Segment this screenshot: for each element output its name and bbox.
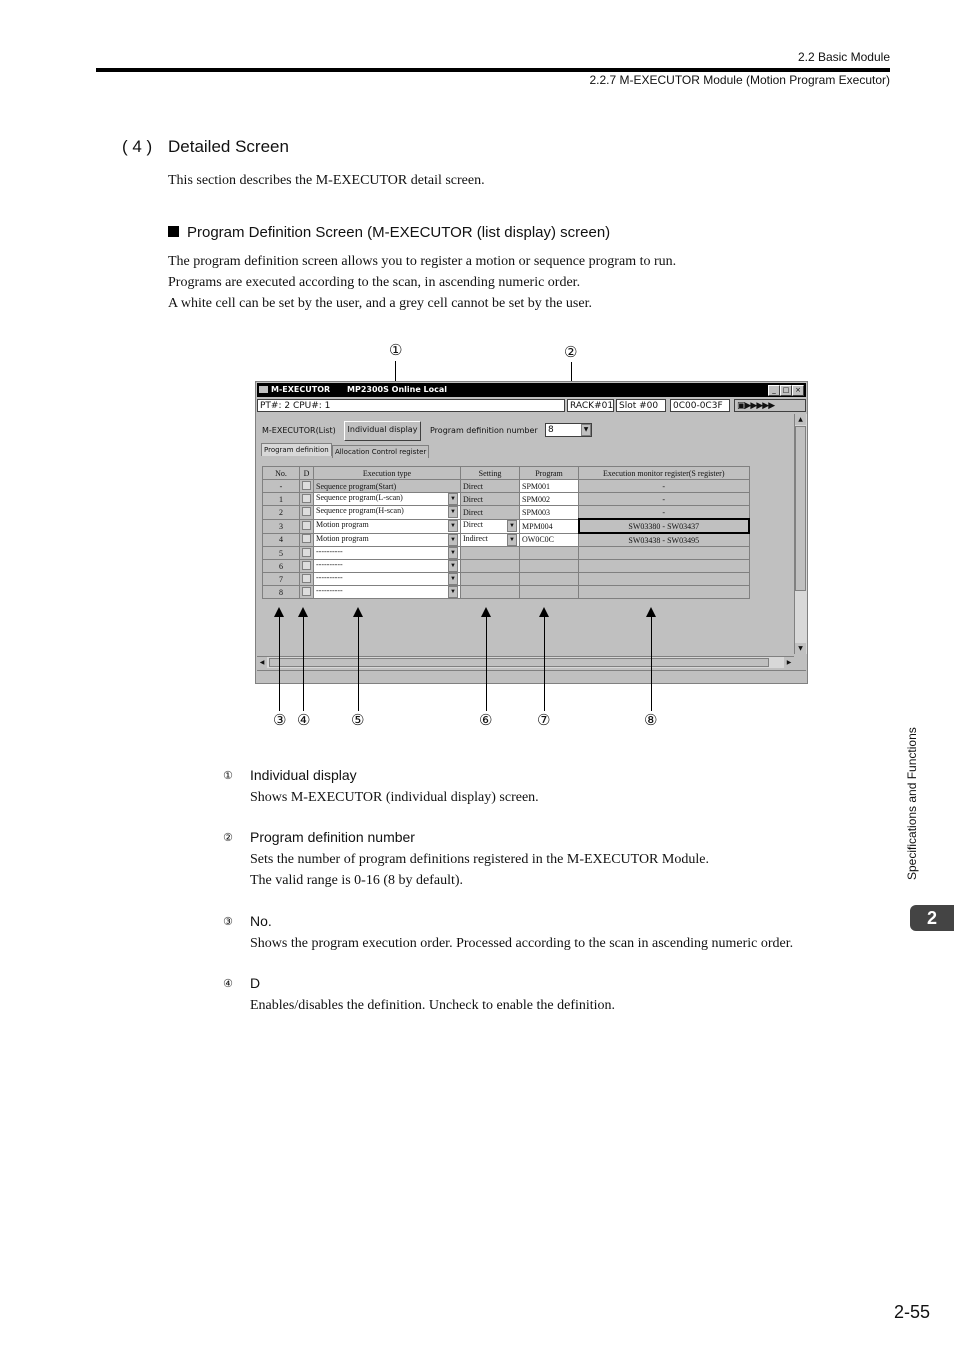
cell-monitor: SW03380 - SW03437	[579, 519, 750, 533]
cell-d	[300, 547, 314, 560]
pt-field: PT#: 2 CPU#: 1	[257, 399, 565, 412]
view-label: M-EXECUTOR(List)	[262, 426, 336, 435]
arrow-head-icon	[353, 607, 363, 617]
tab-allocation-control[interactable]: Allocation Control register	[332, 445, 429, 458]
cell-type[interactable]	[314, 506, 461, 520]
cell-d	[300, 560, 314, 573]
cell-type: Sequence program(Start)	[314, 480, 461, 493]
arrow-line	[544, 617, 545, 711]
scroll-down-icon[interactable]: ▼	[795, 643, 806, 654]
cell-type-text: Sequence program(H-scan)	[316, 506, 404, 516]
header-section: 2.2 Basic Module	[797, 50, 890, 64]
window-title: M-EXECUTOR	[271, 385, 331, 394]
arrow-head-icon	[539, 607, 549, 617]
cell-d	[300, 493, 314, 506]
cell-type[interactable]	[314, 493, 461, 506]
status-bar	[257, 670, 806, 683]
cell-monitor	[579, 560, 750, 573]
callout-6: ⑥	[479, 711, 493, 729]
rack-field: RACK#01	[567, 399, 614, 412]
chevron-down-icon[interactable]: ▼	[581, 424, 591, 436]
status-indicator	[734, 399, 806, 412]
cell-no: -	[263, 480, 300, 493]
description-line: A white cell can be set by the user, and a grey cell cannot be set by the user.	[168, 296, 592, 311]
arrow-head-icon	[646, 607, 656, 617]
item-body-line: Enables/disables the definition. Uncheck to enable the definition.	[250, 998, 616, 1013]
section-title-text: Detailed Screen	[168, 137, 289, 156]
cell-program	[520, 573, 579, 586]
chevron-down-icon[interactable]: ▼	[448, 493, 458, 505]
cell-program	[520, 547, 579, 560]
item-title: Individual display	[250, 767, 357, 783]
cell-type[interactable]	[314, 519, 461, 533]
arrow-line	[486, 617, 487, 711]
cell-d	[300, 573, 314, 586]
cell-monitor: -	[579, 480, 750, 493]
item-body	[250, 995, 615, 1016]
cell-program[interactable]: SPM003	[520, 506, 579, 520]
window-title-info: MP2300S Online Local	[347, 385, 447, 394]
minimize-icon[interactable]: _	[768, 385, 780, 396]
status-icon: ▣▶▶▶▶▶	[737, 401, 775, 411]
scroll-thumb-h[interactable]	[269, 658, 769, 667]
cell-setting	[461, 547, 520, 560]
item-body-line: Shows M-EXECUTOR (individual display) screen.	[250, 790, 539, 805]
item-title: No.	[250, 913, 272, 929]
description	[168, 251, 676, 314]
cell-program	[520, 586, 579, 599]
cell-d	[300, 506, 314, 520]
cell-type[interactable]	[314, 533, 461, 547]
arrow-head-icon	[481, 607, 491, 617]
cell-program[interactable]: MPM004	[520, 519, 579, 533]
individual-display-button[interactable]: Individual display	[344, 421, 421, 441]
vertical-scrollbar[interactable]	[794, 414, 807, 654]
scroll-thumb[interactable]	[795, 426, 806, 591]
cell-no: 8	[263, 586, 300, 599]
progdef-value: 8	[548, 425, 554, 435]
square-bullet-icon	[168, 226, 179, 237]
chevron-down-icon[interactable]: ▼	[448, 547, 458, 559]
arrow-line	[279, 617, 280, 711]
cell-no: 6	[263, 560, 300, 573]
table-row	[263, 533, 750, 547]
cell-type-text: Motion program	[316, 533, 369, 543]
cell-setting[interactable]	[461, 533, 520, 547]
item-body-line: Shows the program execution order. Processed according to the scan in ascending numeric order.	[250, 936, 794, 951]
chevron-down-icon[interactable]: ▼	[448, 506, 458, 518]
col-setting: Setting	[461, 467, 520, 480]
item-body	[250, 933, 793, 954]
col-program: Program	[520, 467, 579, 480]
intro-text: This section describes the M-EXECUTOR detail screen.	[168, 173, 485, 188]
item-body	[250, 787, 539, 808]
cell-type-text: ----------	[316, 547, 343, 556]
chevron-down-icon[interactable]: ▼	[448, 560, 458, 572]
side-chapter-label: Specifications and Functions	[905, 727, 919, 880]
item-body	[250, 849, 709, 891]
cell-program[interactable]: SPM001	[520, 480, 579, 493]
item-number: ④	[223, 977, 233, 990]
scroll-right-icon[interactable]: ▶	[784, 657, 794, 668]
range-field: 0C00-0C3F	[670, 399, 730, 412]
arrow-line	[303, 617, 304, 711]
table-row	[263, 586, 750, 599]
chevron-down-icon[interactable]: ▼	[448, 520, 458, 532]
cell-d	[300, 586, 314, 599]
cell-setting: Direct	[461, 506, 520, 520]
callout-1: ①	[389, 341, 403, 359]
section-title	[122, 137, 289, 157]
slot-field: Slot #00	[616, 399, 666, 412]
cell-setting-text: Indirect	[463, 533, 488, 543]
item-number: ②	[223, 831, 233, 844]
cell-monitor: -	[579, 506, 750, 520]
table-row	[263, 506, 750, 520]
cell-type[interactable]	[314, 547, 461, 560]
header-rule	[96, 68, 890, 72]
tab-program-definition[interactable]: Program definition	[261, 443, 332, 456]
arrow-line	[358, 617, 359, 711]
cell-program	[520, 560, 579, 573]
checkbox[interactable]	[302, 534, 311, 543]
checkbox[interactable]	[302, 521, 311, 530]
checkbox[interactable]	[302, 548, 311, 557]
callout-5: ⑤	[351, 711, 365, 729]
cell-no: 3	[263, 519, 300, 533]
cell-monitor	[579, 586, 750, 599]
checkbox[interactable]	[302, 481, 311, 490]
col-monitor: Execution monitor register(S register)	[579, 467, 750, 480]
program-definition-grid	[262, 466, 750, 599]
subsection-title	[168, 224, 610, 241]
table-row	[263, 573, 750, 586]
cell-no: 7	[263, 573, 300, 586]
item-number: ①	[223, 769, 233, 782]
arrow-line	[651, 617, 652, 711]
col-d: D	[300, 467, 314, 480]
chevron-down-icon[interactable]: ▼	[448, 573, 458, 585]
table-row	[263, 493, 750, 506]
item-title: Program definition number	[250, 829, 415, 845]
item-body-line: Sets the number of program definitions registered in the M-EXECUTOR Module.	[250, 852, 709, 867]
grid-header-row	[263, 467, 750, 480]
header-subsection: 2.2.7 M-EXECUTOR Module (Motion Program Executor)	[589, 73, 890, 87]
cell-setting[interactable]	[461, 519, 520, 533]
progdef-label: Program definition number	[430, 426, 538, 435]
cell-program[interactable]: SPM002	[520, 493, 579, 506]
window-app-icon	[259, 386, 268, 393]
scroll-up-icon[interactable]: ▲	[795, 414, 806, 425]
col-execution-type: Execution type	[314, 467, 461, 480]
item-number: ③	[223, 915, 233, 928]
cell-no: 4	[263, 533, 300, 547]
cell-no: 5	[263, 547, 300, 560]
checkbox[interactable]	[302, 494, 311, 503]
cell-d	[300, 519, 314, 533]
page-number: 2-55	[893, 1302, 930, 1322]
cell-d	[300, 480, 314, 493]
progdef-select[interactable]	[545, 423, 592, 437]
cell-type-text: ----------	[316, 573, 343, 582]
cell-type-text: ----------	[316, 586, 343, 595]
scroll-left-icon[interactable]: ◀	[257, 657, 267, 668]
cell-type[interactable]	[314, 586, 461, 599]
callout-3: ③	[273, 711, 287, 729]
chapter-badge: 2	[910, 905, 954, 931]
cell-no: 2	[263, 506, 300, 520]
cell-setting	[461, 573, 520, 586]
cell-setting-text: Direct	[463, 520, 483, 529]
cell-monitor	[579, 547, 750, 560]
section-number: ( 4 )	[122, 137, 153, 156]
callout-4: ④	[297, 711, 311, 729]
table-row	[263, 547, 750, 560]
cell-setting	[461, 586, 520, 599]
checkbox[interactable]	[302, 507, 311, 516]
description-line: The program definition screen allows you to register a motion or sequence program to run.	[168, 254, 677, 269]
cell-program[interactable]: OW0C0C	[520, 533, 579, 547]
callout-2: ②	[564, 343, 578, 361]
subsection-title-text: Program Definition Screen (M-EXECUTOR (list display) screen)	[187, 224, 611, 241]
cell-type-text: ----------	[316, 560, 343, 569]
cell-type[interactable]	[314, 560, 461, 573]
chevron-down-icon[interactable]: ▼	[448, 534, 458, 546]
cell-monitor: -	[579, 493, 750, 506]
col-no: No.	[263, 467, 300, 480]
cell-type-text: Sequence program(L-scan)	[316, 493, 403, 502]
maximize-icon[interactable]: □	[780, 385, 792, 396]
cell-monitor	[579, 573, 750, 586]
description-line: Programs are executed according to the scan, in ascending numeric order.	[168, 275, 581, 290]
table-row	[263, 480, 750, 493]
cell-setting: Direct	[461, 493, 520, 506]
callout-8: ⑧	[644, 711, 658, 729]
cell-setting: Direct	[461, 480, 520, 493]
cell-type[interactable]	[314, 573, 461, 586]
arrow-head-icon	[274, 607, 284, 617]
chevron-down-icon[interactable]: ▼	[448, 586, 458, 598]
cell-setting	[461, 560, 520, 573]
cell-no: 1	[263, 493, 300, 506]
arrow-head-icon	[298, 607, 308, 617]
horizontal-scrollbar[interactable]	[257, 656, 794, 668]
cell-d	[300, 533, 314, 547]
callout-7: ⑦	[537, 711, 551, 729]
close-icon[interactable]: ×	[792, 385, 804, 396]
chevron-down-icon[interactable]: ▼	[507, 534, 517, 546]
item-title: D	[250, 975, 261, 991]
window-titlebar	[257, 383, 806, 397]
table-row	[263, 560, 750, 573]
checkbox[interactable]	[302, 574, 311, 583]
cell-type-text: Motion program	[316, 520, 369, 529]
checkbox[interactable]	[302, 561, 311, 570]
cell-monitor: SW03438 - SW03495	[579, 533, 750, 547]
checkbox[interactable]	[302, 587, 311, 596]
table-row	[263, 519, 750, 533]
chevron-down-icon[interactable]: ▼	[507, 520, 517, 532]
item-body-line: The valid range is 0-16 (8 by default).	[250, 873, 464, 888]
